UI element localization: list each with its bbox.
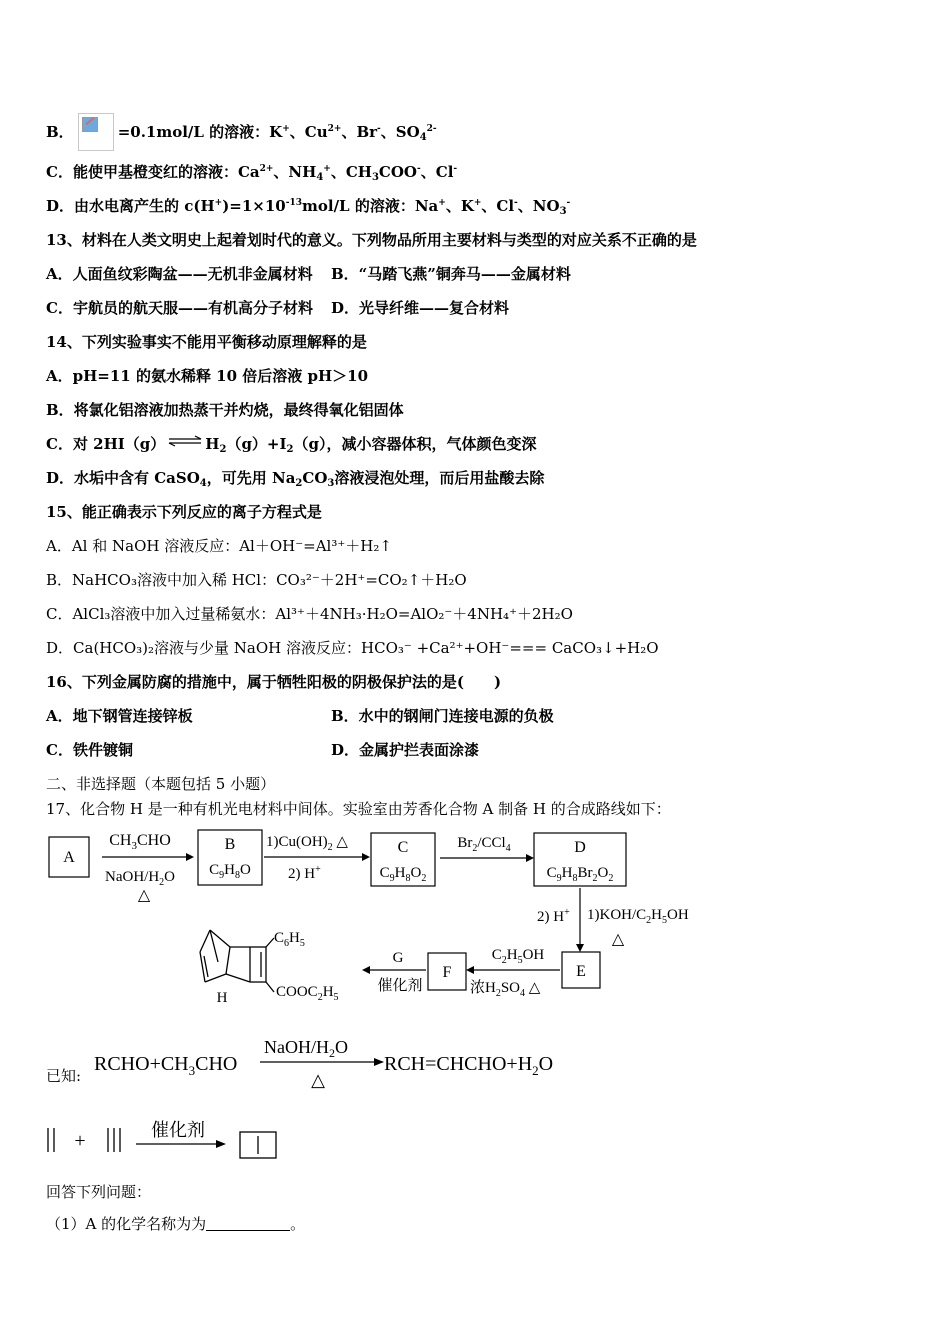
plus-sign: + [74, 1130, 86, 1152]
known-label: 已知: [46, 1067, 82, 1085]
arrow6-reagent: G [392, 950, 404, 966]
known-reaction-2 [40, 1112, 300, 1162]
q12-option-c: C．能使甲基橙变红的溶液：$Ca^{2+}$、$NH_4^+$、$CH_3COO^-$、Cl- [46, 163, 458, 183]
known-eq-right: $RCH=CHCHO+H_2O$ [384, 1053, 554, 1078]
q16-option-b: B．水中的钢闸门连接电源的负极 [331, 707, 554, 725]
heat-symbol: △ [137, 887, 151, 904]
q16-stem: 16、下列金属防腐的措施中，属于牺牲阳极的阴极保护法的是( ) [46, 673, 502, 691]
arrow4-condition-right: $1)KOH/C_2H_5OH$ [587, 907, 689, 926]
known-eq-left: $RCHO+CH_3CHO$ [94, 1053, 238, 1078]
arrow1-condition: NaOH/$H_2O$ [105, 869, 175, 888]
compound-d-label: D [574, 839, 586, 856]
arrow5-condition: 浓$H_2SO_4$ △ [470, 980, 541, 999]
section-2-heading: 二、非选择题（本题包括 5 小题） [46, 775, 276, 793]
arrow1-reagent: $CH_3CHO$ [109, 832, 171, 852]
q14-option-a: A．pH=11 的氨水稀释 10 倍后溶液 pH＞10 [46, 367, 369, 385]
arrow2-reagent: $1)Cu(OH)_2$ △ [266, 834, 348, 853]
arrow6-condition: 催化剂 [377, 978, 423, 994]
q15-option-b: B．NaHCO₃溶液中加入稀 HCl：CO₃²⁻＋2H⁺=CO₂↑＋H₂O [46, 571, 467, 589]
q15-stem: 15、能正确表示下列反应的离子方程式是 [46, 503, 322, 521]
compound-h-label: H [216, 990, 228, 1006]
compound-f-label: F [442, 964, 452, 981]
compound-b-label: B [224, 836, 236, 853]
compound-h-structure [200, 930, 274, 992]
q13-option-c: C．宇航员的航天服——有机高分子材料 [46, 299, 313, 317]
q14-option-c: C．对 2HI（g） $H_2(g)+I_2(g)$，减小容器体积，气体颜色变深 [46, 435, 537, 455]
answer-blank[interactable] [206, 1214, 290, 1231]
q15-option-a: A．Al 和 NaOH 溶液反应：Al＋OH⁻=Al³⁺＋H₂↑ [46, 537, 392, 555]
q13-option-b: B．“马踏飞燕”铜奔马——金属材料 [331, 265, 571, 283]
substituent-ester: $COOC_2H_5$ [276, 984, 339, 1003]
known-eq-heat: △ [311, 1070, 325, 1090]
q12-option-b: B． =0.1mol/L 的溶液：K+、$Cu^{2+}$、Br-、$SO_4^{2-}$ [46, 113, 437, 151]
q12-option-d: D．由水电离产生的 $c(H^+)=1\times 10^{-13}mol/L$ 的溶液：Na+、K+、Cl-、$NO_3^-$ [46, 197, 571, 217]
known-eq-condition: NaOH/$H_2O$ [264, 1037, 348, 1060]
q17-sub1: （1）A 的化学名称为为 。 [46, 1215, 306, 1233]
broken-image-icon [78, 113, 114, 151]
compound-a-label: A [63, 849, 75, 866]
equilibrium-arrow-icon [167, 435, 203, 447]
q16-option-a: A．地下钢管连接锌板 [46, 707, 193, 725]
arrow5-reagent: $C_2H_5OH$ [491, 947, 545, 966]
arrow3-reagent: $Br_2/CCl_4$ [457, 835, 511, 854]
answer-prompt: 回答下列问题： [46, 1183, 152, 1201]
known-reaction-1 [92, 1036, 592, 1096]
q13-option-a: A．人面鱼纹彩陶盆——无机非金属材料 [46, 265, 313, 283]
arrow2-condition: 2) H+ [288, 864, 321, 882]
q16-option-d: D．金属护拦表面涂漆 [331, 741, 480, 759]
arrow4-condition-left: 2) H+ [537, 907, 570, 925]
q15-option-c: C．AlCl₃溶液中加入过量稀氨水：Al³⁺＋4NH₃·H₂O=AlO₂⁻＋4NH₄⁺＋2H₂O [46, 605, 573, 623]
compound-d-formula: $C_9H_8Br_2O_2$ [546, 865, 614, 884]
q17-stem: 17、化合物 H 是一种有机光电材料中间体。实验室由芳香化合物 A 制备 H 的合成路线如下： [46, 800, 671, 818]
synthesis-scheme [40, 822, 740, 1012]
heat-symbol-2: △ [611, 931, 625, 948]
q16-option-c: C．铁件镀铜 [46, 741, 133, 759]
q14-stem: 14、下列实验事实不能用平衡移动原理解释的是 [46, 333, 367, 351]
q13-option-d: D．光导纤维——复合材料 [331, 299, 510, 317]
compound-b-formula: $C_9H_8O$ [209, 862, 251, 881]
q14-option-b: B．将氯化铝溶液加热蒸干并灼烧，最终得氧化铝固体 [46, 401, 404, 419]
q15-option-d: D．Ca(HCO₃)₂溶液与少量 NaOH 溶液反应：HCO₃⁻ +Ca²⁺+OH⁻=== CaCO₃↓+H₂O [46, 639, 659, 657]
substituent-phenyl: $C_6H_5$ [274, 930, 305, 949]
q13-stem: 13、材料在人类文明史上起着划时代的意义。下列物品所用主要材料与类型的对应关系不正确的是 [46, 231, 697, 249]
catalyst-label: 催化剂 [151, 1120, 205, 1140]
compound-e-label: E [576, 963, 586, 980]
compound-c-formula: $C_9H_8O_2$ [379, 865, 427, 884]
compound-c-label: C [397, 839, 409, 856]
q14-option-d: D．水垢中含有 CaSO$_4$，可先用 $Na_2CO_3$溶液浸泡处理，而后用盐酸去除 [46, 469, 545, 489]
